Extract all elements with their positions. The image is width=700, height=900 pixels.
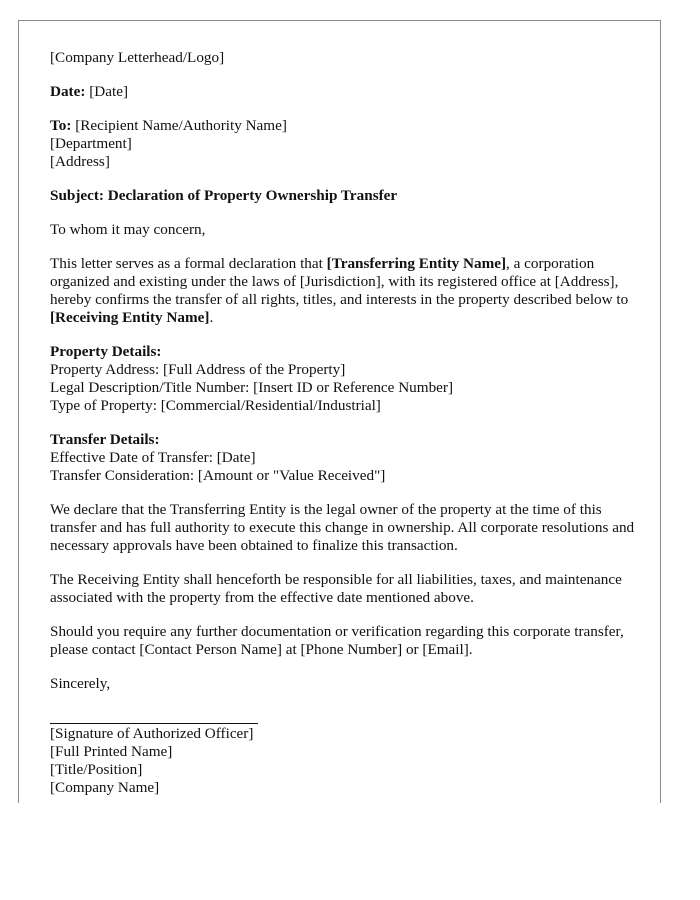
intro-text-1: This letter serves as a formal declaration that — [50, 255, 327, 272]
printed-name: [Full Printed Name] — [50, 743, 173, 760]
recipient-block — [50, 117, 640, 171]
responsibility-paragraph: The Receiving Entity shall henceforth be responsible for all liabilities, taxes, and maintenance associated with the property from the effective date mentioned above. — [50, 571, 622, 606]
date-label: Date: — [50, 83, 86, 100]
signer-title: [Title/Position] — [50, 761, 143, 778]
subject-text: Subject: Declaration of Property Ownership Transfer — [50, 187, 398, 204]
property-address-line: Property Address: [Full Address of the Property] — [50, 361, 346, 378]
intro-paragraph — [50, 255, 640, 327]
closing — [50, 675, 640, 693]
letter-content — [50, 49, 640, 797]
date-line — [50, 83, 640, 101]
declaration-paragraph: We declare that the Transferring Entity is the legal owner of the property at the time of this transfer and has full authority to execute this change in ownership. All corporate resolutions and necessary approvals have been obtained to finalize this transaction. — [50, 501, 635, 554]
closing-text: Sincerely, — [50, 675, 111, 692]
recipient-name-line — [50, 117, 640, 135]
company-name: [Company Name] — [50, 779, 160, 796]
property-type-line: Type of Property: [Commercial/Residential/Industrial] — [50, 397, 381, 414]
signature-block — [50, 725, 640, 797]
intro-text-3: . — [209, 309, 214, 326]
receiving-entity: [Receiving Entity Name] — [50, 309, 210, 326]
legal-description-line: Legal Description/Title Number: [Insert ID or Reference Number] — [50, 379, 454, 396]
salutation-text: To whom it may concern, — [50, 221, 206, 238]
signature-rule — [50, 723, 258, 724]
property-details-heading: Property Details: — [50, 343, 162, 360]
contact-paragraph: Should you require any further documentation or verification regarding this corporate transfer, please contact [Contact Person Name] at [Phone Number] or [Email]. — [50, 623, 624, 658]
transfer-consideration-line: Transfer Consideration: [Amount or "Value Received"] — [50, 467, 386, 484]
transfer-details — [50, 431, 640, 485]
letterhead — [50, 49, 640, 67]
signature-line: [Signature of Authorized Officer] — [50, 725, 254, 742]
intro-text-2: , a corporation organized and existing under the laws of [Jurisdiction], with its registered office at [Address], hereby confirms the transfer of all rights, titles, and interests in the property described below to — [50, 255, 629, 308]
recipient-address: [Address] — [50, 153, 110, 170]
property-details — [50, 343, 640, 415]
letter-page — [18, 20, 661, 803]
recipient-name: [Recipient Name/Authority Name] — [75, 117, 287, 134]
effective-date-line: Effective Date of Transfer: [Date] — [50, 449, 256, 466]
date-value: [Date] — [89, 83, 129, 100]
recipient-department: [Department] — [50, 135, 132, 152]
transfer-details-heading: Transfer Details: — [50, 431, 160, 448]
subject-line — [50, 187, 640, 205]
transferring-entity: [Transferring Entity Name] — [326, 255, 507, 272]
salutation — [50, 221, 640, 239]
letterhead-text: [Company Letterhead/Logo] — [50, 49, 225, 66]
recipient-label: To: — [50, 117, 72, 134]
